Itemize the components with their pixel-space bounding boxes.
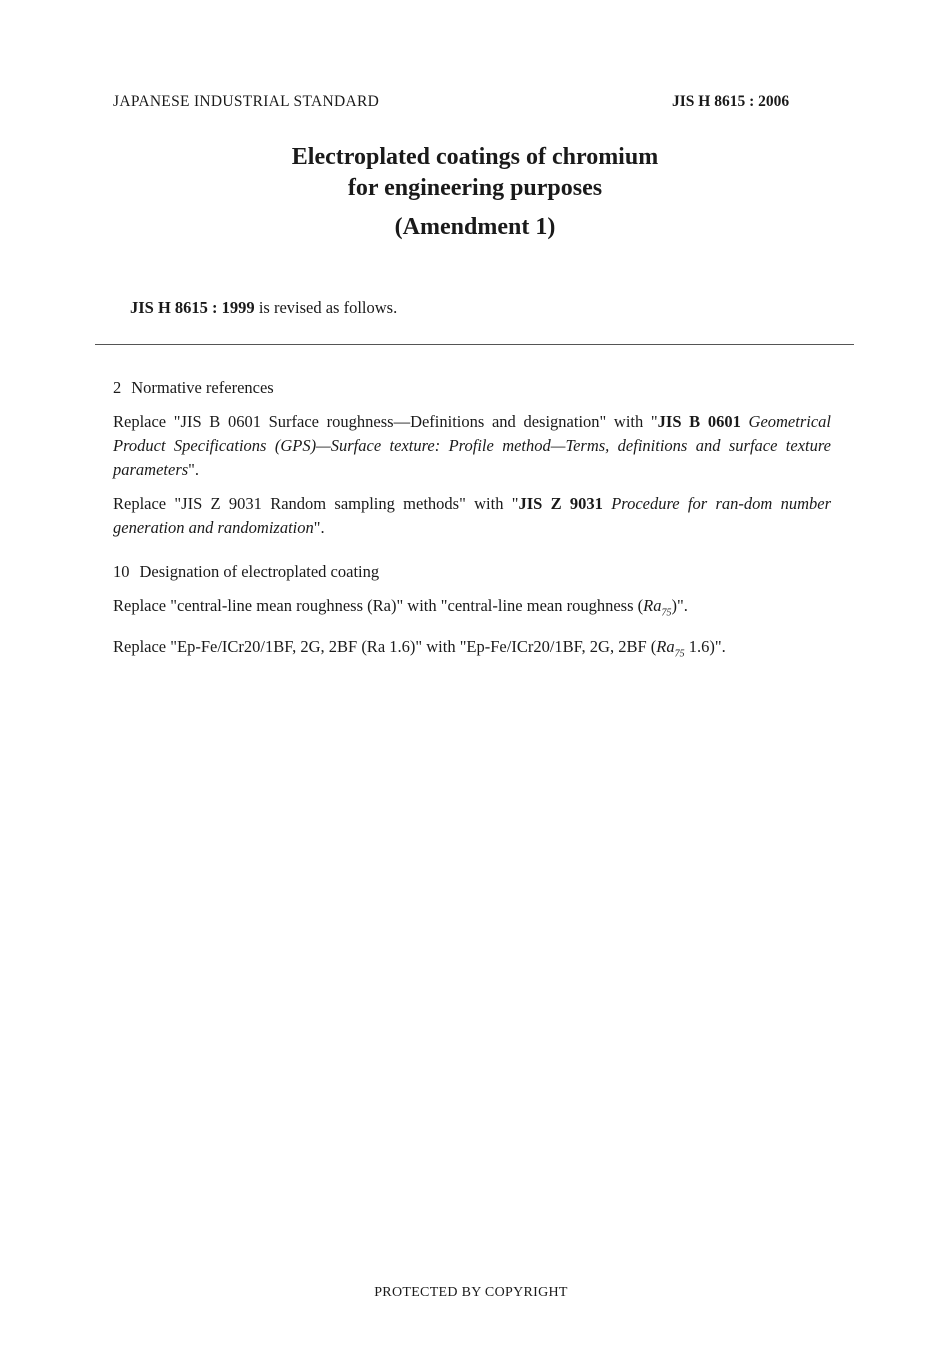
roughness-symbol: Ra <box>643 596 662 615</box>
title-line-1: Electroplated coatings of chromium <box>291 144 659 170</box>
roughness-symbol: Ra <box>656 637 675 657</box>
paragraph-text: Replace "JIS B 0601 Surface roughness—Definitions and designation" with " <box>113 412 658 431</box>
section-number: 10 <box>113 562 130 581</box>
paragraph-text: Replace "Ep-Fe/ICr20/1BF, 2G, 2BF (Ra 1.6)" with "Ep-Fe/ICr20/1BF, 2G, 2BF ( <box>113 637 657 657</box>
title-line-2: for engineering purposes <box>347 175 603 201</box>
amendment-label: (Amendment 1) <box>394 214 556 240</box>
document-title <box>0 142 950 243</box>
divider <box>95 344 854 345</box>
standard-number: JIS H 8615 : 2006 <box>672 93 790 110</box>
roughness-subscript: 75 <box>674 648 685 660</box>
section-heading <box>113 560 831 584</box>
paragraph <box>113 410 831 482</box>
revision-note-text: is revised as follows. <box>254 298 398 317</box>
paragraph <box>113 594 831 625</box>
paragraph-text <box>603 494 611 513</box>
paragraph-text: Replace "JIS Z 9031 Random sampling methods" with " <box>113 494 519 513</box>
standard-label: JAPANESE INDUSTRIAL STANDARD <box>113 93 380 110</box>
amendment-body <box>113 376 831 677</box>
paragraph-text: ". <box>188 460 200 479</box>
paragraph-text: )". <box>671 596 688 615</box>
paragraph-text: Replace "central-line mean roughness (Ra)" with "central-line mean roughness ( <box>113 596 644 615</box>
section-number: 2 <box>113 378 122 397</box>
paragraph <box>113 635 831 666</box>
roughness-subscript: 75 <box>661 607 672 619</box>
paragraph-text: 1.6)". <box>684 637 726 657</box>
paragraph-text: ". <box>313 518 325 537</box>
revision-note <box>130 298 397 318</box>
standard-ref: JIS Z 9031 <box>518 494 603 513</box>
revised-standard-ref: JIS H 8615 : 1999 <box>130 298 255 317</box>
section-title: Normative references <box>131 378 274 397</box>
standard-ref: JIS B 0601 <box>657 412 741 431</box>
paragraph <box>113 492 831 540</box>
section-title: Designation of electroplated coating <box>139 562 380 581</box>
paragraph-text <box>741 412 749 431</box>
copyright-footer: PROTECTED BY COPYRIGHT <box>374 1285 568 1300</box>
standard-title: Geometrical Product Specifications (GPS)—Surface texture: Profile method—Terms, definitions and surface texture parameters <box>113 412 832 479</box>
standard-title: Procedure for ran-dom number generation and randomization <box>113 494 832 537</box>
section-heading <box>113 376 831 400</box>
